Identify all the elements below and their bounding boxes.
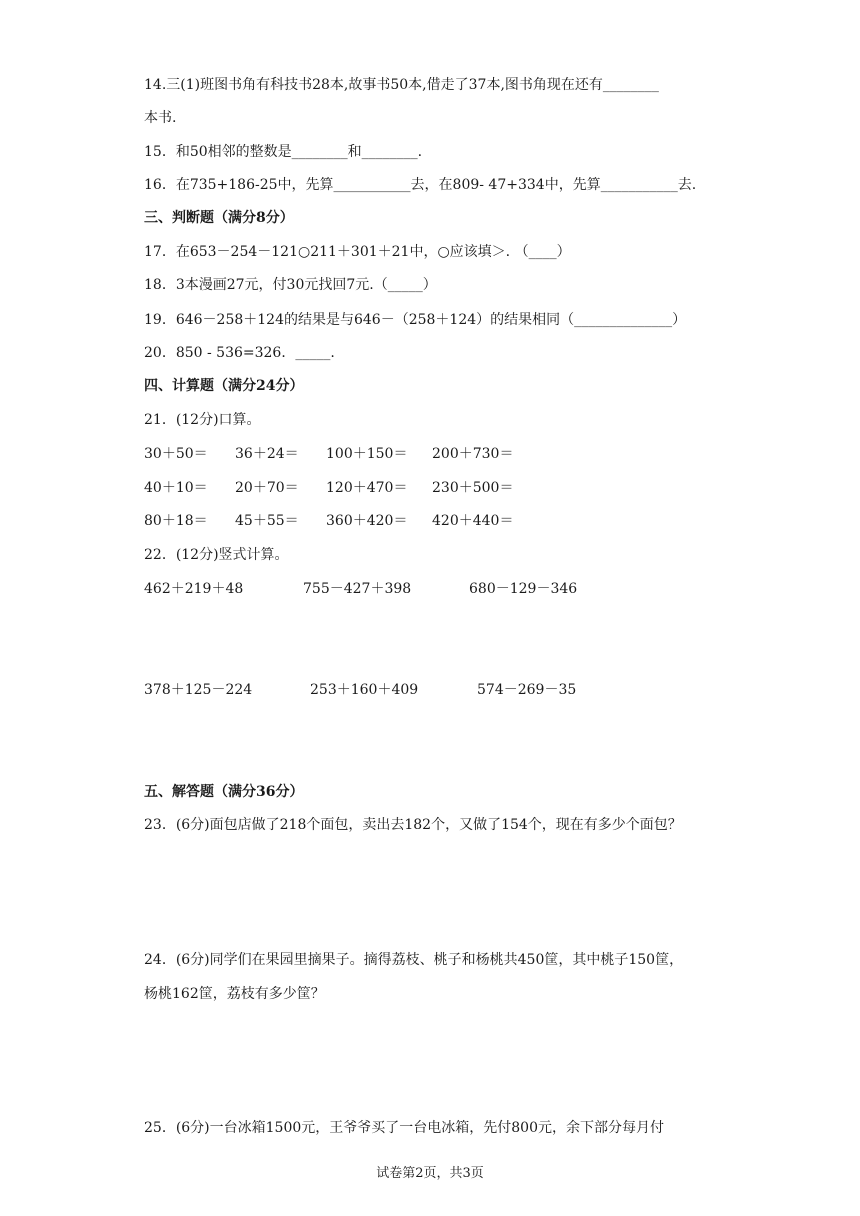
oral-calc-item: 420＋440＝ — [432, 513, 514, 529]
oral-calc-item: 36＋24＝ — [235, 446, 299, 462]
vertical-calc-item: 755－427＋398 — [303, 581, 412, 597]
section-heading-answer: 五、解答题（满分36分） — [144, 784, 304, 800]
oral-calc-item: 230＋500＝ — [432, 480, 514, 496]
question-25: 25．(6分)一台冰箱1500元，王爷爷买了一台电冰箱，先付800元，余下部分每月付 — [144, 1120, 664, 1136]
oral-calc-item: 45＋55＝ — [235, 513, 299, 529]
question-14-line1: 14.三(1)班图书角有科技书28本,故事书50本,借走了37本,图书角现在还有________ — [144, 77, 659, 93]
vertical-calc-item: 680－129－346 — [469, 581, 578, 597]
oral-calc-item: 120＋470＝ — [326, 480, 408, 496]
question-15: 15．和50相邻的整数是________和________. — [144, 144, 423, 160]
oral-calc-item: 30＋50＝ — [144, 446, 208, 462]
section-heading-judge: 三、判断题（满分8分） — [144, 210, 294, 226]
question-23: 23．(6分)面包店做了218个面包，卖出去182个，又做了154个，现在有多少个面包？ — [144, 817, 682, 833]
oral-calc-item: 80＋18＝ — [144, 513, 208, 529]
question-24-line1: 24．(6分)同学们在果园里摘果子。摘得荔枝、桃子和杨桃共450筐，其中桃子150筐， — [144, 952, 684, 968]
question-14-line2: 本书. — [144, 110, 177, 126]
oral-calc-item: 40＋10＝ — [144, 480, 208, 496]
question-18: 18．3本漫画27元，付30元找回7元.（_____） — [144, 277, 437, 293]
question-22: 22．(12分)竖式计算。 — [144, 547, 289, 563]
oral-calc-item: 360＋420＝ — [326, 513, 408, 529]
vertical-calc-item: 253＋160＋409 — [310, 682, 419, 698]
vertical-calc-item: 378＋125－224 — [144, 682, 253, 698]
vertical-calc-item: 462＋219＋48 — [144, 581, 244, 597]
question-16: 16．在735+186-25中，先算___________去，在809- 47+334中，先算___________去. — [144, 177, 697, 193]
page-footer: 试卷第2页，共3页 — [376, 1166, 484, 1181]
oral-calc-item: 200＋730＝ — [432, 446, 514, 462]
question-19: 19．646－258＋124的结果是与646－（258＋124）的结果相同（______________） — [144, 312, 687, 328]
question-17: 17．在653－254－121○211＋301＋21中，○应该填＞. （____） — [144, 244, 571, 260]
question-21: 21．(12分)口算。 — [144, 412, 261, 428]
question-20: 20．850 - 536=326．_____. — [144, 345, 335, 361]
vertical-calc-item: 574－269－35 — [477, 682, 577, 698]
question-24-line2: 杨桃162筐，荔枝有多少筐？ — [144, 986, 325, 1002]
oral-calc-item: 20＋70＝ — [235, 480, 299, 496]
oral-calc-item: 100＋150＝ — [326, 446, 408, 462]
section-heading-calc: 四、计算题（满分24分） — [144, 378, 304, 394]
